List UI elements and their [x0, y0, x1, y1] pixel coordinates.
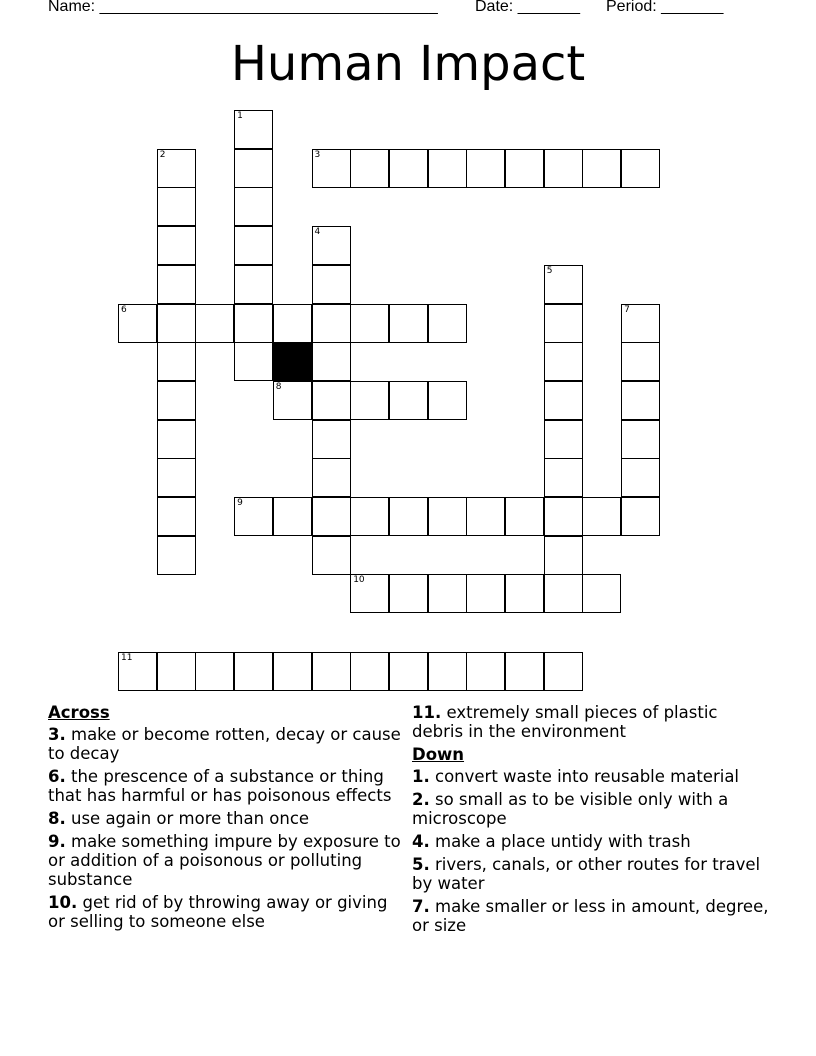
- clue-number: 6.: [48, 767, 66, 786]
- grid-cell[interactable]: [273, 304, 312, 343]
- cell-number: 5: [546, 265, 553, 276]
- clue-text: convert waste into reusable material: [429, 767, 740, 786]
- numbered-cell[interactable]: [312, 226, 351, 265]
- grid-cell[interactable]: [389, 149, 428, 188]
- grid-cell[interactable]: [544, 342, 583, 381]
- grid-cell[interactable]: [312, 342, 351, 381]
- clue-number: 7.: [412, 897, 430, 916]
- clue-text: use again or more than once: [65, 809, 310, 828]
- clue-text: extremely small pieces of plastic debris in the environment: [412, 703, 718, 741]
- page-title: Human Impact: [230, 36, 586, 92]
- clue-number: 4.: [412, 832, 430, 851]
- grid-cell[interactable]: [505, 652, 544, 691]
- grid-cell[interactable]: [234, 265, 273, 304]
- across-heading: Across: [48, 703, 110, 722]
- grid-cell[interactable]: [234, 187, 273, 226]
- grid-cell[interactable]: [544, 149, 583, 188]
- grid-cell[interactable]: [582, 497, 621, 536]
- grid-cell[interactable]: [350, 497, 389, 536]
- grid-cell[interactable]: [350, 652, 389, 691]
- clue-number: 1.: [412, 767, 430, 786]
- numbered-cell[interactable]: [273, 381, 312, 420]
- grid-cell[interactable]: [157, 381, 196, 420]
- cell-number: 8: [275, 381, 282, 392]
- clue-text: rivers, canals, or other routes for travel by water: [412, 855, 761, 893]
- grid-cell[interactable]: [466, 149, 505, 188]
- cell-number: 2: [159, 149, 166, 160]
- grid-cell[interactable]: [350, 304, 389, 343]
- numbered-cell[interactable]: [234, 110, 273, 149]
- grid-cell[interactable]: [157, 304, 196, 343]
- clue-text: so small as to be visible only with a microscope: [412, 790, 729, 828]
- clues-column-right: [412, 703, 772, 939]
- clue-text: make a place untidy with trash: [429, 832, 691, 851]
- grid-cell[interactable]: [195, 304, 234, 343]
- grid-cell[interactable]: [621, 420, 660, 459]
- grid-cell[interactable]: [157, 652, 196, 691]
- grid-cell[interactable]: [505, 149, 544, 188]
- cell-number: 11: [121, 652, 133, 663]
- black-cell: [273, 342, 312, 381]
- grid-cell[interactable]: [157, 420, 196, 459]
- grid-cell[interactable]: [195, 652, 234, 691]
- numbered-cell[interactable]: [350, 574, 389, 613]
- clue-text: make or become rotten, decay or cause to decay: [48, 725, 401, 763]
- grid-cell[interactable]: [544, 304, 583, 343]
- grid-cell[interactable]: [428, 652, 467, 691]
- cell-number: 6: [121, 304, 127, 315]
- across-clue-8: [48, 809, 403, 828]
- grid-cell[interactable]: [466, 652, 505, 691]
- grid-cell[interactable]: [544, 574, 583, 613]
- grid-cell[interactable]: [621, 342, 660, 381]
- numbered-cell[interactable]: [234, 497, 273, 536]
- grid-cell[interactable]: [234, 149, 273, 188]
- numbered-cell[interactable]: [621, 304, 660, 343]
- cell-number: 7: [624, 304, 630, 315]
- clue-number: 11.: [412, 703, 442, 722]
- clue-number: 2.: [412, 790, 430, 809]
- clue-number: 10.: [48, 893, 78, 912]
- clue-text: get rid of by throwing away or giving or selling to someone else: [48, 893, 388, 931]
- grid-cell[interactable]: [428, 497, 467, 536]
- grid-cell[interactable]: [466, 497, 505, 536]
- grid-cell[interactable]: [273, 652, 312, 691]
- down-clue-1: [412, 767, 772, 786]
- clues-column-left: [48, 703, 403, 935]
- numbered-cell[interactable]: [544, 265, 583, 304]
- grid-cell[interactable]: [389, 652, 428, 691]
- grid-cell[interactable]: [157, 187, 196, 226]
- grid-cell[interactable]: [312, 536, 351, 575]
- grid-cell[interactable]: [621, 149, 660, 188]
- grid-cell[interactable]: [312, 265, 351, 304]
- numbered-cell[interactable]: [157, 149, 196, 188]
- grid-cell[interactable]: [428, 149, 467, 188]
- down-clue-7: [412, 897, 772, 935]
- grid-cell[interactable]: [234, 304, 273, 343]
- cell-number: 10: [353, 575, 365, 586]
- grid-cell[interactable]: [350, 149, 389, 188]
- grid-cell[interactable]: [389, 381, 428, 420]
- grid-cell[interactable]: [273, 497, 312, 536]
- grid-cell[interactable]: [621, 458, 660, 497]
- grid-cell[interactable]: [157, 497, 196, 536]
- grid-cell[interactable]: [621, 497, 660, 536]
- grid-cell[interactable]: [312, 304, 351, 343]
- cell-number: 4: [314, 227, 321, 238]
- clue-text: the prescence of a substance or thing that has harmful or has poisonous effects: [48, 767, 392, 805]
- grid-cell[interactable]: [312, 497, 351, 536]
- grid-cell[interactable]: [157, 342, 196, 381]
- grid-cell[interactable]: [234, 652, 273, 691]
- numbered-cell[interactable]: [118, 304, 157, 343]
- cell-number: 9: [237, 498, 243, 508]
- grid-cell[interactable]: [544, 381, 583, 420]
- across-clue-6: [48, 767, 403, 805]
- grid-cell[interactable]: [428, 574, 467, 613]
- clue-number: 8.: [48, 809, 66, 828]
- grid-cell[interactable]: [389, 574, 428, 613]
- cell-number: 1: [237, 111, 243, 121]
- grid-cell[interactable]: [234, 342, 273, 381]
- grid-cell[interactable]: [544, 420, 583, 459]
- grid-cell[interactable]: [350, 381, 389, 420]
- clue-number: 9.: [48, 832, 66, 851]
- across-clue-11: [412, 703, 772, 741]
- grid-cell[interactable]: [428, 381, 467, 420]
- grid-cell[interactable]: [234, 226, 273, 265]
- grid-cell[interactable]: [466, 574, 505, 613]
- grid-cell[interactable]: [582, 149, 621, 188]
- down-heading: Down: [412, 745, 465, 764]
- down-clue-5: [412, 855, 772, 893]
- grid-cell[interactable]: [389, 497, 428, 536]
- numbered-cell[interactable]: [118, 652, 157, 691]
- name-field[interactable]: Name: ______________________________________: [48, 0, 438, 15]
- grid-cell[interactable]: [582, 574, 621, 613]
- clue-text: make something impure by exposure to or addition of a poisonous or polluting substance: [48, 832, 401, 889]
- across-clue-9: [48, 832, 403, 889]
- clue-text: make smaller or less in amount, degree, or size: [412, 897, 769, 935]
- grid-cell[interactable]: [544, 652, 583, 691]
- clue-number: 3.: [48, 725, 66, 744]
- date-field[interactable]: Date: _______: [475, 0, 580, 15]
- grid-cell[interactable]: [621, 381, 660, 420]
- across-clue-10: [48, 893, 403, 931]
- grid-cell[interactable]: [544, 458, 583, 497]
- grid-cell[interactable]: [157, 458, 196, 497]
- down-clue-2: [412, 790, 772, 828]
- down-clue-4: [412, 832, 772, 851]
- grid-cell[interactable]: [544, 536, 583, 575]
- grid-cell[interactable]: [389, 304, 428, 343]
- cell-number: 3: [314, 149, 321, 160]
- across-clue-3: [48, 725, 403, 763]
- grid-cell[interactable]: [505, 497, 544, 536]
- grid-cell[interactable]: [312, 381, 351, 420]
- grid-cell[interactable]: [312, 652, 351, 691]
- grid-cell[interactable]: [312, 420, 351, 459]
- clue-number: 5.: [412, 855, 430, 874]
- grid-cell[interactable]: [157, 226, 196, 265]
- grid-cell[interactable]: [544, 497, 583, 536]
- grid-cell[interactable]: [428, 304, 467, 343]
- grid-cell[interactable]: [505, 574, 544, 613]
- numbered-cell[interactable]: [312, 149, 351, 188]
- period-field[interactable]: Period: _______: [606, 0, 724, 15]
- grid-cell[interactable]: [312, 458, 351, 497]
- grid-cell[interactable]: [157, 265, 196, 304]
- grid-cell[interactable]: [157, 536, 196, 575]
